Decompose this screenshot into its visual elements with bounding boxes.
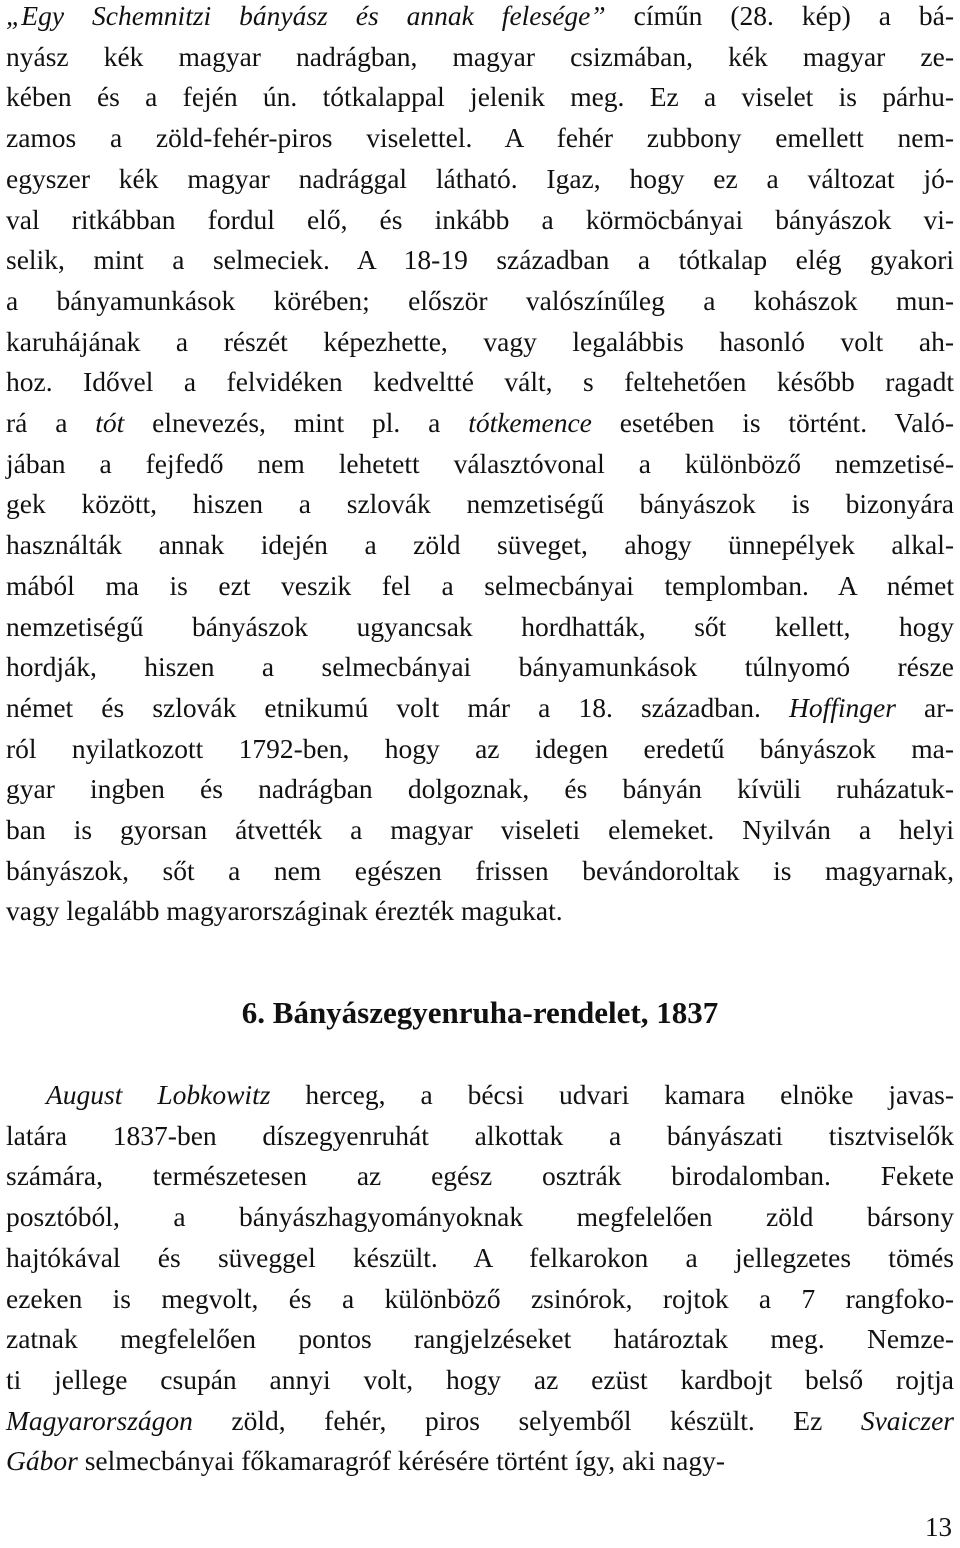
text-line [6,851,954,892]
text-run: gyar ingben és nadrágban dolgoznak, és bányán kívüli ruházatuk- [6,773,954,805]
text-line [6,444,954,485]
text-run: zamos a zöld-fehér-piros viselettel. A fehér zubbony emellett nem- [6,122,954,154]
section-heading: 6. Bányászegyenruha-rendelet, 1837 [241,995,719,1030]
text-line [6,0,954,37]
italic-text: tót [95,407,125,439]
text-line [6,1401,954,1442]
text-run: latára 1837-ben díszegyenruhát alkottak a bányászati tisztviselők [6,1119,954,1151]
italic-text: August Lobkowitz [46,1079,271,1110]
text-run: herceg, a bécsi udvari kamara elnöke javas- [270,1079,955,1110]
text-run: val ritkábban fordul elő, és inkább a körmöcbányai bányászok vi- [6,203,954,235]
text-run: jában a fejfedő nem lehetett választóvonal a különböző nemzetisé- [6,447,954,479]
text-run: kében és a fején ún. tótkalappal jelenik meg. Ez a viselet is párhu- [6,81,954,113]
text-line [6,322,954,363]
text-run: egyszer kék magyar nadrággal látható. Igaz, hogy ez a változat jó- [6,162,954,194]
text-line [6,810,954,851]
text-line [6,1197,954,1238]
text-run: a bányamunkások körében; először valószínűleg a kohászok mun- [6,284,954,316]
italic-text: „Egy Schemnitzi bányász és annak felesége” [6,0,606,31]
text-line [6,1156,954,1197]
text-line [6,1279,954,1320]
text-line [6,688,954,729]
text-run: esetében is történt. Való- [591,407,954,439]
text-line [6,403,954,444]
italic-text: Gábor [6,1445,78,1477]
body-paragraph-2 [6,1075,954,1482]
text-line [6,769,954,810]
text-run: hordják, hiszen a selmecbányai bányamunkások túlnyomó része [6,651,954,683]
text-line [6,1360,954,1401]
text-line [6,118,954,159]
text-line [6,37,954,78]
text-run: német és szlovák etnikumú volt már a 18. században. [6,691,789,723]
italic-text: Hoffinger [788,691,896,723]
text-run: karuhájának a részét képezhette, vagy legalábbis hasonló volt ah- [6,325,954,357]
text-run: nyász kék magyar nadrágban, magyar csizmában, kék magyar ze- [6,40,954,72]
text-line [6,647,954,688]
text-run: selik, mint a selmeciek. A 18-19 században a tótkalap elég gyakori [6,244,954,276]
text-line [6,525,954,566]
italic-text: Svaiczer [860,1404,954,1436]
text-line [6,1238,954,1279]
text-run: ban is gyorsan átvették a magyar viseleti elemeket. Nyilván a helyi [6,814,954,846]
text-run: bányászok, sőt a nem egészen frissen bevándoroltak is magyarnak, [6,854,954,886]
text-line [6,281,954,322]
text-run: posztóból, a bányászhagyományoknak megfelelően zöld bársony [6,1201,954,1233]
text-line [6,77,954,118]
text-run: címűn (28. kép) a bá- [605,0,954,31]
text-run: mából ma is ezt veszik fel a selmecbányai templomban. A német [6,569,954,601]
text-run: zöld, fehér, piros selyemből készült. Ez [192,1404,861,1436]
document-page [6,0,954,1548]
text-run: hoz. Idővel a felvidéken kedveltté vált, s feltehetően később ragadt [6,366,954,398]
text-line [6,566,954,607]
text-run: zatnak megfelelően pontos rangjelzéseket határoztak meg. Nemze- [6,1323,954,1355]
text-run: számára, természetesen az egész osztrák birodalomban. Fekete [6,1160,954,1192]
text-run: gek között, hiszen a szlovák nemzetiségű bányászok is bizonyára [6,488,954,520]
text-run: rá a [6,407,96,439]
text-run: nemzetiségű bányászok ugyancsak hordhatták, sőt kellett, hogy [6,610,954,642]
text-line [6,362,954,403]
text-run: ti jellege csupán annyi volt, hogy az ezüst kardbojt belső rojtja [6,1363,954,1395]
text-run: használták annak idején a zöld süveget, ahogy ünnepélyek alkal- [6,529,954,561]
text-line [6,200,954,241]
text-run: ar- [895,691,954,723]
text-line [6,1319,954,1360]
text-run: ról nyilatkozott 1792-ben, hogy az idegen eredetű bányászok ma- [6,732,954,764]
text-line [6,891,954,932]
text-line [6,1116,954,1157]
text-run: vagy legalább magyarországinak érezték magukat. [6,895,563,927]
page-number: 13 [925,1512,952,1542]
text-run: selmecbányai főkamaragróf kérésére történt így, aki nagy- [77,1445,726,1477]
text-line [6,729,954,770]
text-run: ezeken is megvolt, és a különböző zsinórok, rojtok a 7 rangfoko- [6,1282,954,1314]
italic-text: Magyarországon [6,1404,193,1436]
text-line [6,607,954,648]
body-paragraph-1 [6,0,954,932]
italic-text: tótkemence [468,407,592,439]
text-line [6,240,954,281]
text-line [6,1441,954,1482]
text-run: elnevezés, mint pl. a [124,407,469,439]
text-line [6,159,954,200]
text-line [6,1075,954,1116]
text-line [6,484,954,525]
text-run: hajtókával és süveggel készült. A felkarokon a jellegzetes tömés [6,1241,954,1273]
